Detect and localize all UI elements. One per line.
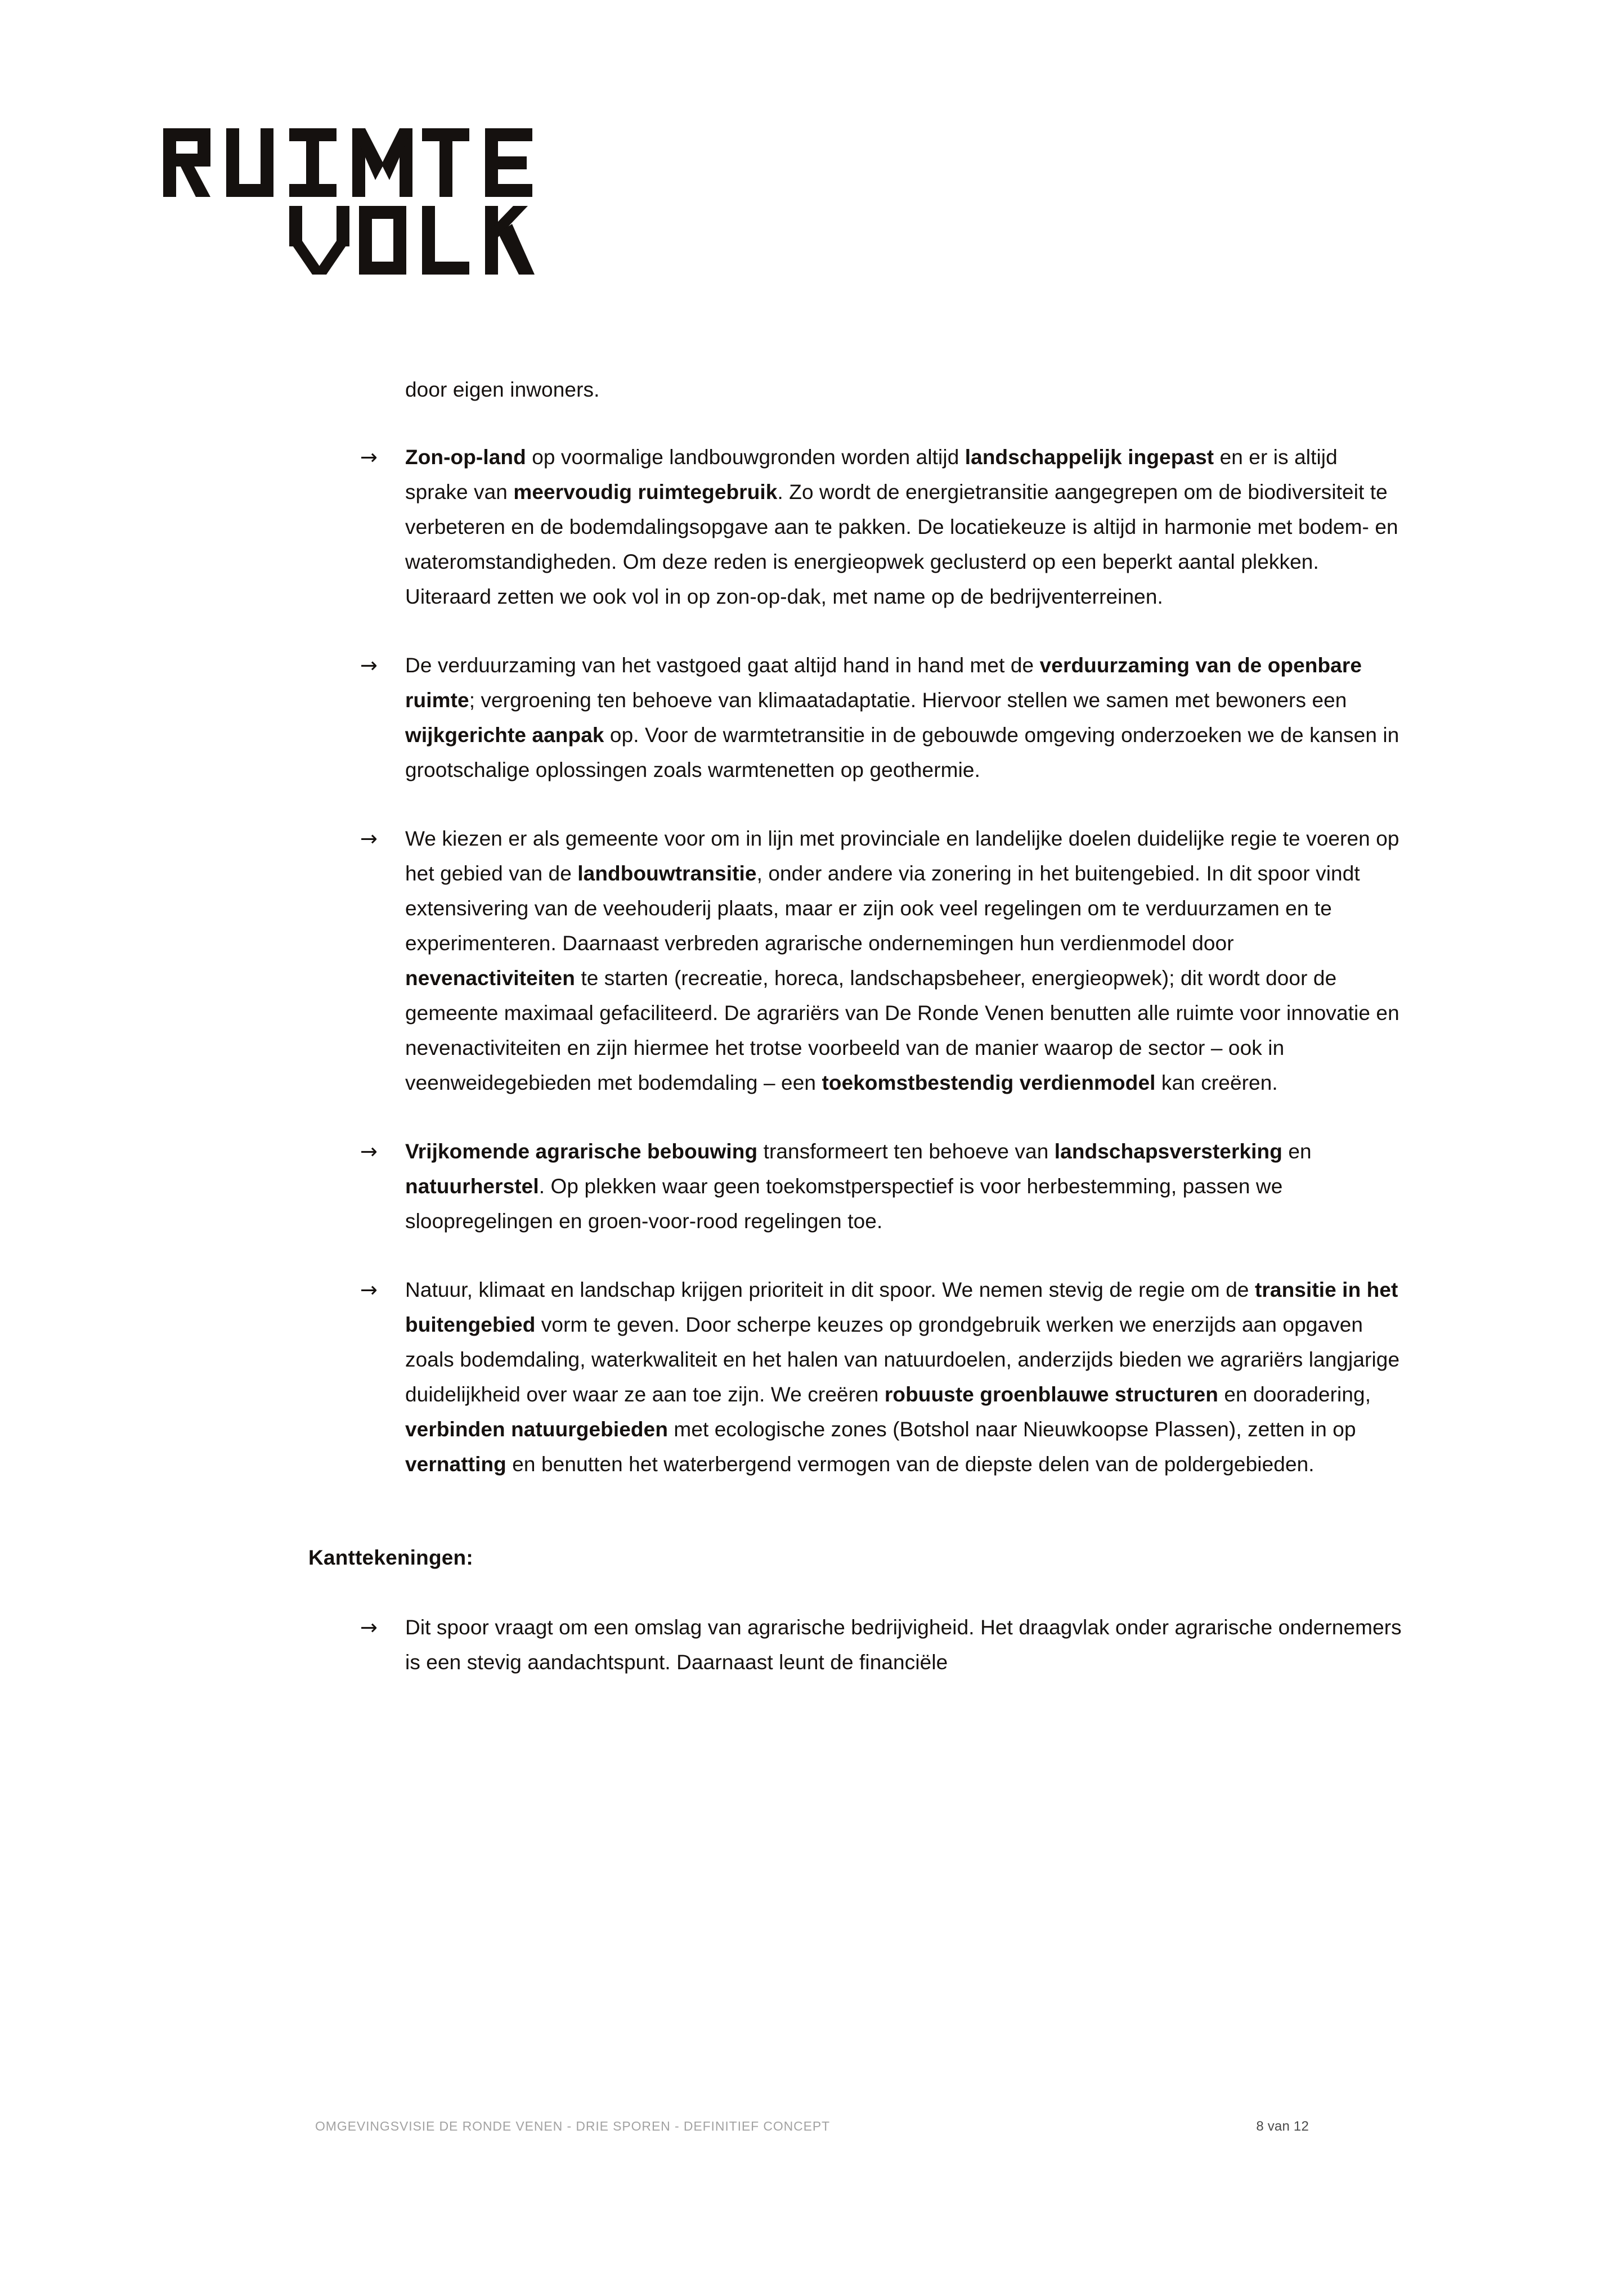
list-item-natuur-klimaat-landschap xyxy=(308,1273,1406,1482)
list-item-text: Vrijkomende agrarische bebouwing transformeert ten behoeve van landschapsversterking en natuurherstel. Op plekken waar geen toekomstperspectief is voor herbestemming, passen we sloopregelingen en groen-voor-rood regelingen toe. xyxy=(405,1140,1312,1233)
list-item-draagvlak xyxy=(308,1610,1406,1680)
list-item-text: Zon-op-land op voormalige landbouwgronden worden altijd landschappelijk ingepast en er is altijd sprake van meervoudig ruimtegebruik. Zo wordt de energietransitie aangegrepen om de biodiversiteit te verbeteren en de bodemdalingsopgave aan te pakken. De locatiekeuze is altijd in harmonie met bodem- en wateromstandigheden. Om deze reden is energieopwek geclusterd op een beperkt aantal plekken. Uiteraard zetten we ook vol in op zon-op-dak, met name op de bedrijventerreinen. xyxy=(405,446,1398,608)
arrow-bullet-icon: → xyxy=(360,1615,378,1639)
list-item-text: Natuur, klimaat en landschap krijgen prioriteit in dit spoor. We nemen stevig de regie om de transitie in het buitengebied vorm te geven. Door scherpe keuzes op grondgebruik werken we enerzijds aan opgaven zoals bodemdaling, waterkwaliteit en het halen van natuurdoelen, anderzijds bieden we agrariërs langjarige duidelijkheid over waar ze aan toe zijn. We creëren robuuste groenblauwe structuren en dooradering, verbinden natuurgebieden met ecologische zones (Botshol naar Nieuwkoopse Plassen), zetten in op vernatting en benutten het waterbergend vermogen van de diepste delen van de poldergebieden. xyxy=(405,1278,1400,1476)
arrow-bullet-icon: → xyxy=(360,1139,378,1163)
list-item-vrijkomende-agrarische-bebouwing xyxy=(308,1134,1406,1239)
list-item-verduurzaming-vastgoed xyxy=(308,648,1406,788)
section-heading-kanttekeningen: Kanttekeningen: xyxy=(308,1546,473,1569)
list-item-landbouwtransitie xyxy=(308,821,1406,1100)
arrow-bullet-icon: → xyxy=(360,1278,378,1302)
continuation-paragraph: door eigen inwoners. xyxy=(405,378,600,401)
list-item-zon-op-land xyxy=(308,440,1406,614)
ruimtevolk-logo xyxy=(163,128,568,275)
arrow-bullet-icon: → xyxy=(360,445,378,469)
footer-page-number: 8 van 12 xyxy=(1256,2119,1309,2134)
list-item-text: De verduurzaming van het vastgoed gaat altijd hand in hand met de verduurzaming van de openbare ruimte; vergroening ten behoeve van klimaatadaptatie. Hiervoor stellen we samen met bewoners een wijkgerichte aanpak op. Voor de warmtetransitie in de gebouwde omgeving onderzoeken we de kansen in grootschalige oplossingen zoals warmtenetten op geothermie. xyxy=(405,654,1399,781)
list-item-text: Dit spoor vraagt om een omslag van agrarische bedrijvigheid. Het draagvlak onder agrarische ondernemers is een stevig aandachtspunt. Daarnaast leunt de financiële xyxy=(405,1616,1402,1674)
arrow-bullet-icon: → xyxy=(360,826,378,851)
footer-document-title: OMGEVINGSVISIE DE RONDE VENEN - DRIE SPOREN - DEFINITIEF CONCEPT xyxy=(315,2119,831,2133)
arrow-bullet-icon: → xyxy=(360,653,378,677)
document-body xyxy=(308,360,1406,1680)
main-bullet-list xyxy=(308,440,1406,1482)
notes-bullet-list xyxy=(308,1610,1406,1680)
list-item-text: We kiezen er als gemeente voor om in lijn met provinciale en landelijke doelen duidelijke regie te voeren op het gebied van de landbouwtransitie, onder andere via zonering in het buitengebied. In dit spoor vindt extensivering van de veehouderij plaats, maar er zijn ook veel regelingen om te verduurzamen en te experimenteren. Daarnaast verbreden agrarische ondernemingen hun verdienmodel door nevenactiviteiten te starten (recreatie, horeca, landschapsbeheer, energieopwek); dit wordt door de gemeente maximaal gefaciliteerd. De agrariërs van De Ronde Venen benutten alle ruimte voor innovatie en nevenactiviteiten en zijn hiermee het trotse voorbeeld van de manier waarop de sector – ook in veenweidegebieden met bodemdaling – een toekomstbestendig verdienmodel kan creëren. xyxy=(405,827,1399,1094)
page-footer xyxy=(315,2119,1309,2135)
